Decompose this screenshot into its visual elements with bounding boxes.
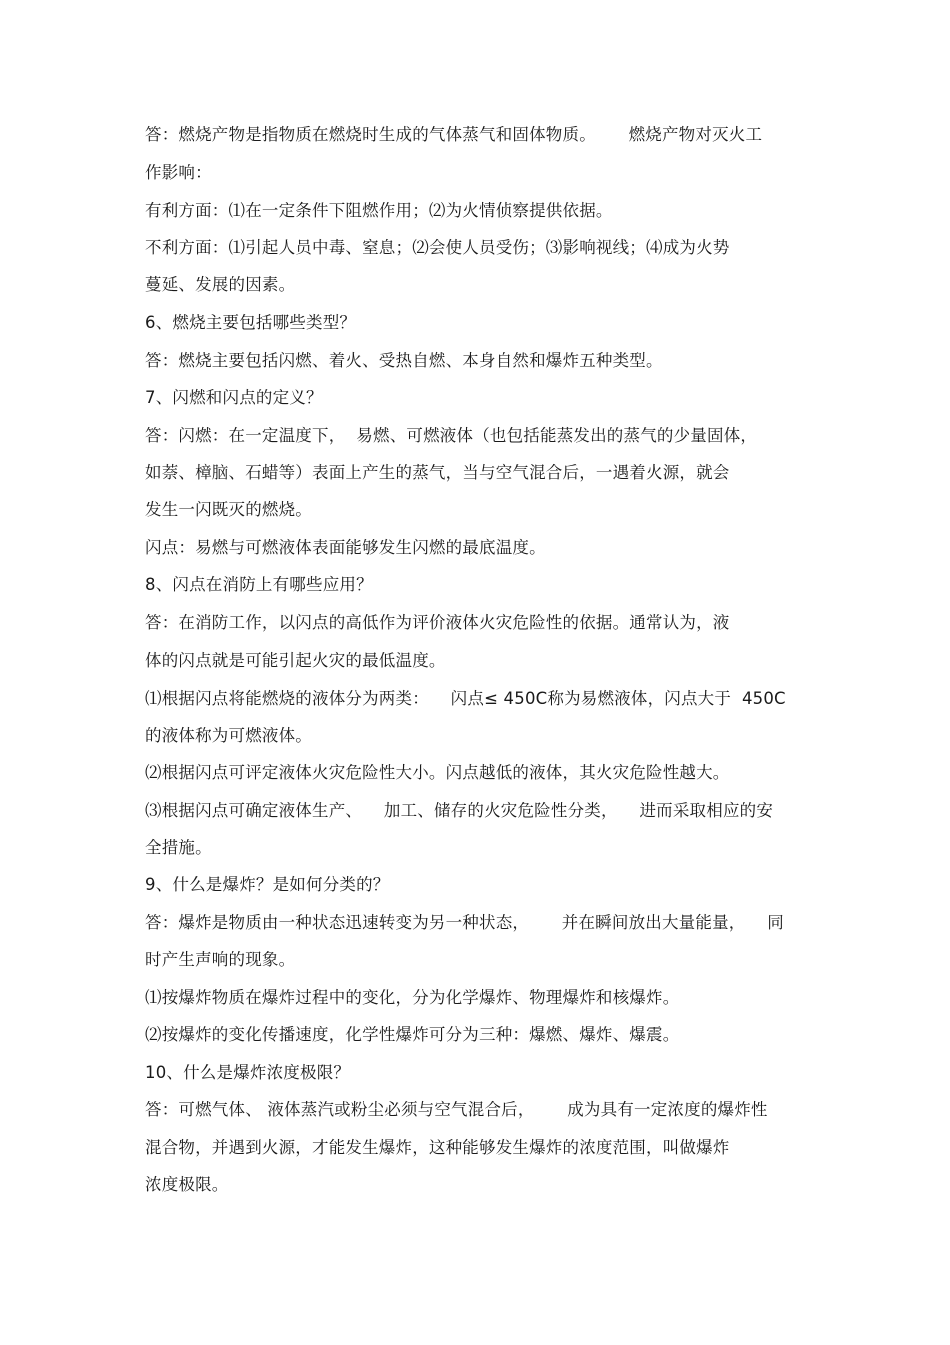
answer-8-item-3: ⑶根据闪点可确定液体生产、 加工、储存的火灾危险性分类， 进而采取相应的安 bbox=[145, 801, 774, 820]
answer-line: 全措施。 bbox=[145, 838, 212, 857]
advantages-line: 有利方面：⑴在一定条件下阻燃作用；⑵为火情侦察提供依据。 bbox=[145, 201, 613, 220]
answer-8-item-2: ⑵根据闪点可评定液体火灾危险性大小。闪点越低的液体，其火灾危险性越大。 bbox=[145, 763, 730, 782]
answer-7-flash-fire: 答：闪燃：在一定温度下， 易燃、可燃液体（也包括能蒸发出的蒸气的少量固体， bbox=[145, 426, 758, 445]
question-10: 10、什么是爆炸浓度极限？ bbox=[145, 1063, 351, 1082]
answer-line: 作影响： bbox=[145, 163, 212, 182]
answer-line: 蔓延、发展的因素。 bbox=[145, 275, 296, 294]
answer-line: 如萘、樟脑、石蜡等）表面上产生的蒸气，当与空气混合后，一遇着火源，就会 bbox=[145, 463, 730, 482]
answer-6: 答：燃烧主要包括闪燃、着火、受热自燃、本身自然和爆炸五种类型。 bbox=[145, 351, 663, 370]
answer-9-item-1: ⑴按爆炸物质在爆炸过程中的变化，分为化学爆炸、物理爆炸和核爆炸。 bbox=[145, 988, 680, 1007]
question-9: 9、什么是爆炸？是如何分类的？ bbox=[145, 875, 390, 894]
answer-10: 答：可燃气体、 液体蒸汽或粉尘必须与空气混合后， 成为具有一定浓度的爆炸性 bbox=[145, 1100, 768, 1119]
answer-combustion-products: 答：燃烧产物是指物质在燃烧时生成的气体蒸气和固体物质。 燃烧产物对灭火工 bbox=[145, 125, 763, 144]
answer-line: 浓度极限。 bbox=[145, 1175, 229, 1194]
answer-7-flash-point: 闪点：易燃与可燃液体表面能够发生闪燃的最底温度。 bbox=[145, 538, 546, 557]
disadvantages-line: 不利方面：⑴引起人员中毒、窒息；⑵会使人员受伤；⑶影响视线；⑷成为火势 bbox=[145, 238, 730, 257]
answer-9: 答：爆炸是物质由一种状态迅速转变为另一种状态， 并在瞬间放出大量能量， 同 bbox=[145, 913, 784, 932]
answer-9-item-2: ⑵按爆炸的变化传播速度，化学性爆炸可分为三种：爆燃、爆炸、爆震。 bbox=[145, 1025, 680, 1044]
answer-line: 混合物，并遇到火源，才能发生爆炸，这种能够发生爆炸的浓度范围，叫做爆炸 bbox=[145, 1138, 730, 1157]
answer-line: 发生一闪既灭的燃烧。 bbox=[145, 500, 312, 519]
answer-8: 答：在消防工作，以闪点的高低作为评价液体火灾危险性的依据。通常认为，液 bbox=[145, 613, 730, 632]
answer-line: 的液体称为可燃液体。 bbox=[145, 726, 312, 745]
answer-line: 时产生声响的现象。 bbox=[145, 950, 296, 969]
answer-line: 体的闪点就是可能引起火灾的最低温度。 bbox=[145, 651, 446, 670]
question-6: 6、燃烧主要包括哪些类型？ bbox=[145, 313, 357, 332]
answer-8-item-1: ⑴根据闪点将能燃烧的液体分为两类： 闪点≤ 450C称为易燃液体，闪点大于 450C bbox=[145, 689, 786, 708]
question-7: 7、闪燃和闪点的定义？ bbox=[145, 388, 323, 407]
question-8: 8、闪点在消防上有哪些应用？ bbox=[145, 575, 373, 594]
